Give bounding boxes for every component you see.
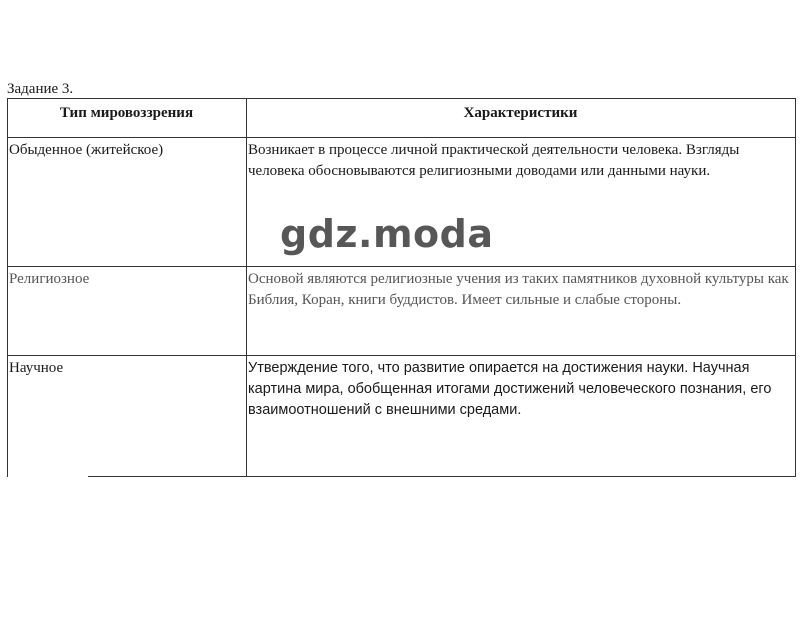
task-title: Задание 3. (7, 81, 74, 97)
watermark-logo: gdz.moda (280, 212, 494, 256)
header-characteristics: Характеристики (247, 99, 796, 137)
row-desc-everyday: Возникает в процессе личной практической деятельности человека. Взгляды человека обосновываются религиозными доводами или данными науки. (247, 138, 796, 266)
table-header-row (8, 99, 796, 138)
row-type-everyday: Обыденное (житейское) (8, 138, 247, 266)
table-bottom-rule (88, 476, 795, 477)
row-desc-religious: Основой являются религиозные учения из таких памятников духовной культуры как Библия, Коран, книги буддистов. Имеет сильные и слабые стороны. (247, 267, 796, 355)
worldview-table (7, 98, 796, 477)
row-desc-scientific: Утверждение того, что развитие опирается на достижения науки. Научная картина мира, обобщенная итогами достижений человеческого познания, его взаимоотношений с внешними средами. (247, 356, 796, 477)
row-type-scientific: Научное (8, 356, 247, 477)
row-type-religious: Религиозное (8, 267, 247, 355)
table-row (8, 356, 796, 477)
table-row (8, 267, 796, 356)
header-worldview-type: Тип мировоззрения (8, 99, 247, 137)
